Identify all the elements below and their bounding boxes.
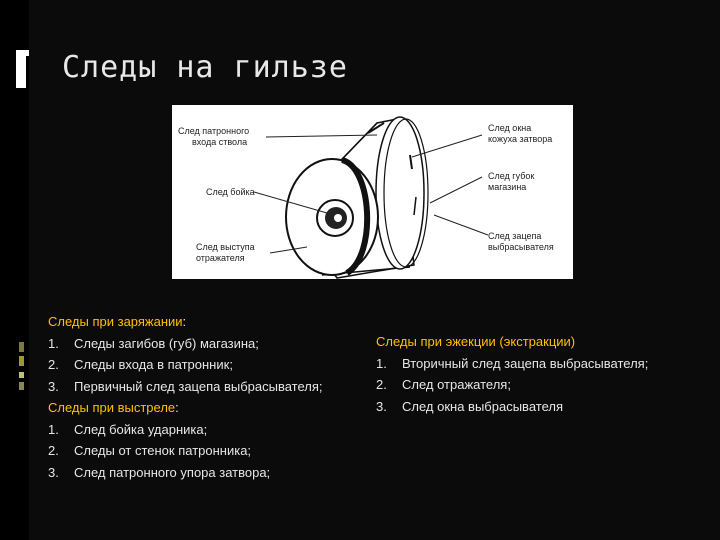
label-magazine-1: След губок bbox=[488, 171, 535, 181]
ejection-heading: Следы при эжекции (экстракции) bbox=[376, 334, 576, 349]
list-item: 3. След патронного упора затвора; bbox=[48, 464, 271, 480]
list-item: 1. Следы загибов (губ) магазина; bbox=[48, 335, 259, 351]
label-window-1: След окна bbox=[488, 123, 532, 133]
label-primer-entry-1: След патронного bbox=[178, 126, 250, 136]
label-magazine-2: магазина bbox=[488, 182, 527, 192]
list-item: 3. Первичный след зацепа выбрасывателя; bbox=[48, 378, 323, 394]
loading-heading: Следы при заряжании: bbox=[48, 314, 187, 329]
list-item: 2. Следы входа в патронник; bbox=[48, 357, 233, 372]
list-item: 2. След отражателя; bbox=[376, 377, 511, 392]
right-column bbox=[376, 331, 706, 417]
list-item: 1. След бойка ударника; bbox=[48, 421, 208, 437]
list-item: 1. Вторичный след зацепа выбрасывателя; bbox=[376, 355, 649, 371]
decor-white-tab bbox=[16, 50, 29, 56]
cartridge-case-svg bbox=[172, 105, 573, 279]
slide-title: Следы на гильзе bbox=[62, 50, 348, 85]
list-item: 3. След окна выбрасывателя bbox=[376, 398, 563, 414]
left-column bbox=[48, 311, 368, 483]
label-ejector-1: След выступа bbox=[196, 242, 255, 252]
label-extractor-1: След зацепа bbox=[488, 231, 542, 241]
firing-heading: Следы при выстреле: bbox=[48, 400, 179, 415]
list-item: 2. Следы от стенок патронника; bbox=[48, 443, 252, 458]
label-ejector-2: отражателя bbox=[196, 253, 245, 263]
label-primer-entry-2: входа ствола bbox=[192, 137, 248, 147]
label-extractor-2: выбрасывателя bbox=[488, 242, 554, 252]
cartridge-case-diagram bbox=[172, 105, 573, 279]
label-firing-pin: След бойка bbox=[206, 187, 255, 197]
label-window-2: кожуха затвора bbox=[488, 134, 553, 144]
